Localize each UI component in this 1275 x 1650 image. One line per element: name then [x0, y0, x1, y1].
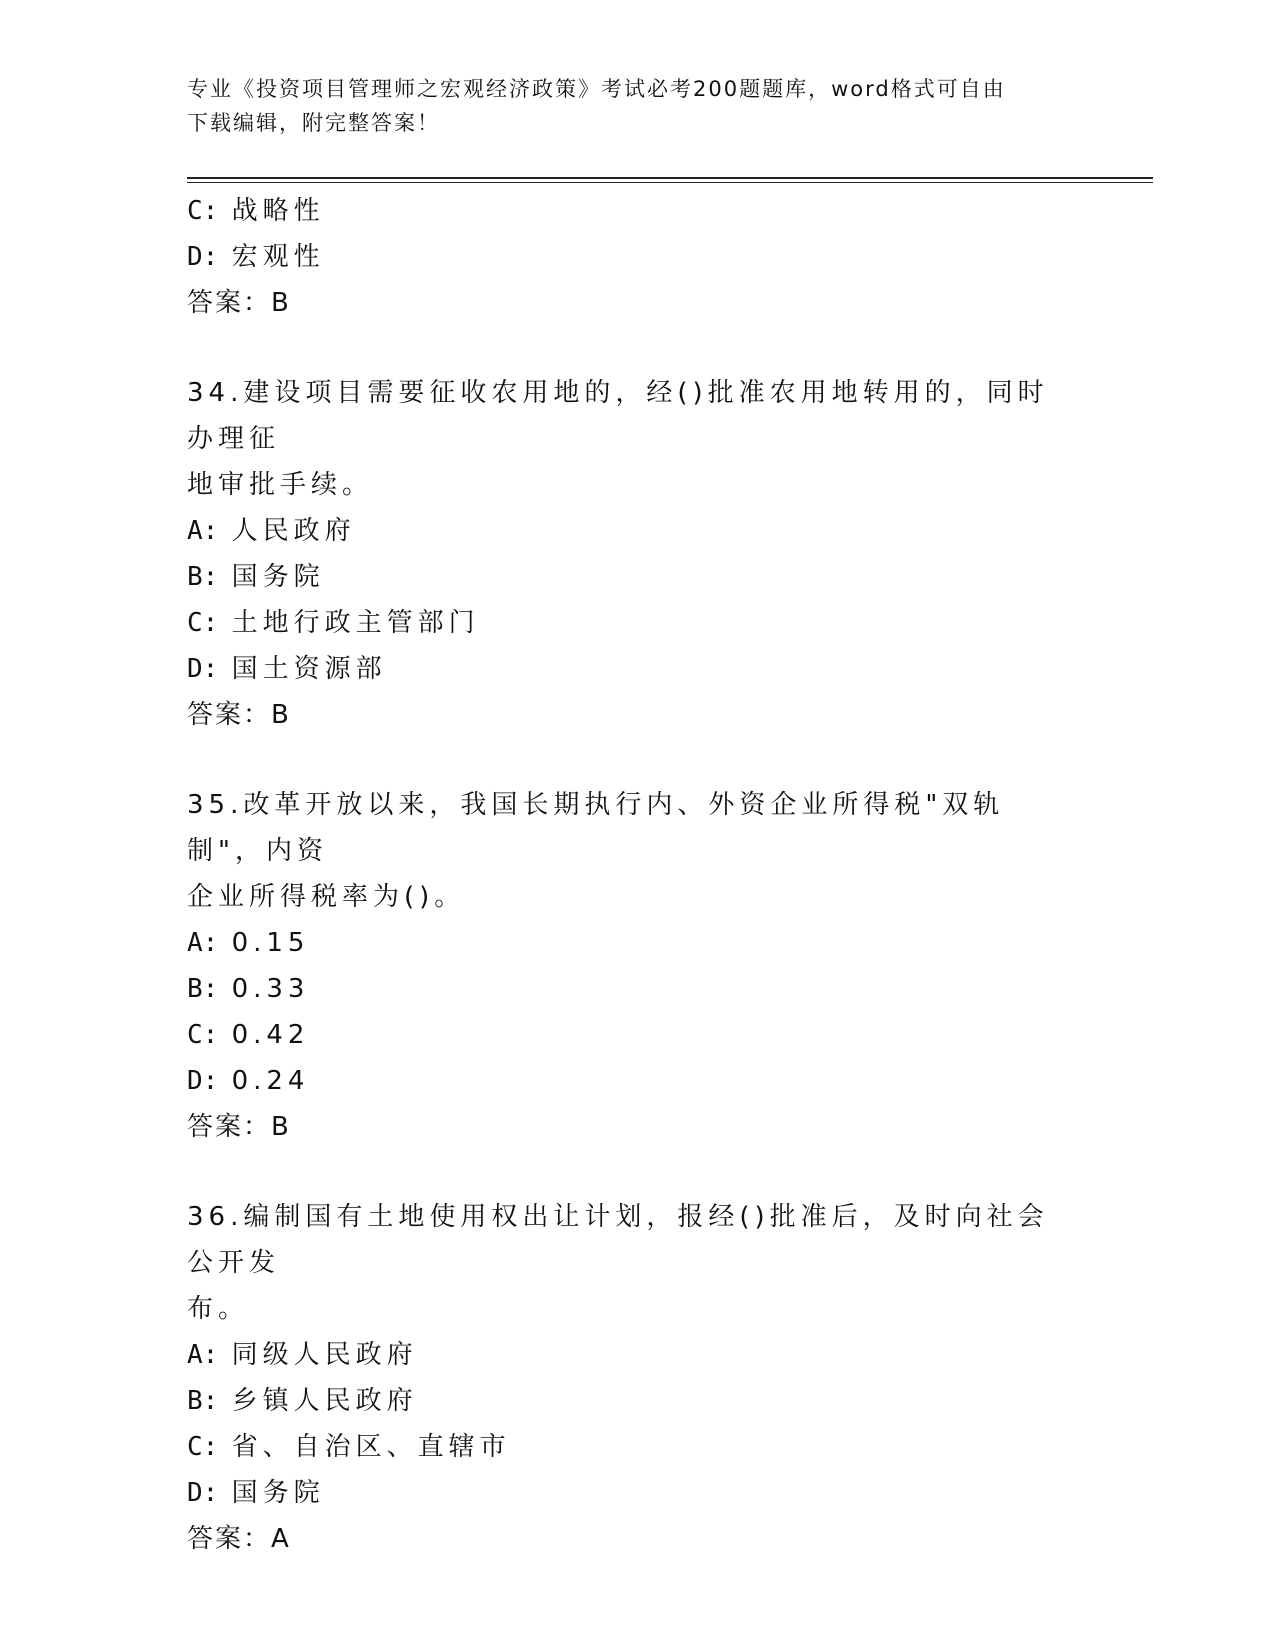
question-36 [187, 1194, 1087, 1562]
option-letter: A: [187, 928, 219, 958]
option-letter: C: [187, 1432, 219, 1462]
header-divider-thick [187, 177, 1153, 179]
option-b [187, 554, 1087, 600]
question-stem-line-1: 36.编制国有土地使用权出让计划，报经()批准后，及时向社会公开发 [187, 1202, 1049, 1278]
question-list [187, 188, 1087, 1562]
option-text: 土地行政主管部门 [231, 608, 480, 638]
option-letter: C: [187, 196, 219, 226]
answer-line: 答案：A [187, 1524, 291, 1554]
option-text: 0.42 [231, 1020, 310, 1050]
option-letter: D: [187, 1066, 219, 1096]
question-stem-line-1: 34.建设项目需要征收农用地的，经()批准农用地转用的，同时办理征 [187, 378, 1049, 454]
option-letter: B: [187, 974, 219, 1004]
option-text: 乡镇人民政府 [231, 1386, 418, 1416]
question-stem-line-1: 35.改革开放以来，我国长期执行内、外资企业所得税"双轨制"，内资 [187, 790, 1005, 866]
option-c [187, 1424, 1087, 1470]
question-stem-line-2: 企业所得税率为()。 [187, 882, 466, 912]
question-stem-line-2: 地审批手续。 [187, 470, 374, 500]
option-letter: B: [187, 562, 219, 592]
option-a [187, 1332, 1087, 1378]
option-letter: D: [187, 1478, 219, 1508]
question-stem [187, 1194, 1067, 1332]
option-d [187, 646, 1087, 692]
option-text: 0.33 [231, 974, 310, 1004]
answer-line: 答案：B [187, 288, 291, 318]
option-text: 人民政府 [231, 516, 356, 546]
option-text: 国务院 [231, 1478, 325, 1508]
option-letter: B: [187, 1386, 219, 1416]
option-text: 省、自治区、直辖市 [231, 1432, 511, 1462]
option-text: 宏观性 [231, 242, 325, 272]
question-stem [187, 782, 1067, 920]
option-text: 战略性 [231, 196, 325, 226]
option-text: 0.24 [231, 1066, 310, 1096]
option-letter: A: [187, 516, 219, 546]
header-line-2: 下载编辑，附完整答案！ [187, 111, 440, 135]
header-divider-thin [187, 182, 1153, 183]
option-c [187, 600, 1087, 646]
option-letter: D: [187, 242, 219, 272]
option-d [187, 234, 1087, 280]
option-b [187, 1378, 1087, 1424]
header-line-1: 专业《投资项目管理师之宏观经济政策》考试必考200题题库，word格式可自由 [187, 77, 1006, 101]
option-letter: D: [187, 654, 219, 684]
option-letter: A: [187, 1340, 219, 1370]
option-letter: C: [187, 608, 219, 638]
option-b [187, 966, 1087, 1012]
option-text: 国务院 [231, 562, 325, 592]
answer-line: 答案：B [187, 1112, 291, 1142]
option-letter: C: [187, 1020, 219, 1050]
option-text: 同级人民政府 [231, 1340, 418, 1370]
question-stem [187, 370, 1067, 508]
option-a [187, 920, 1087, 966]
question-stem-line-2: 布。 [187, 1294, 250, 1324]
option-text: 国土资源部 [231, 654, 387, 684]
option-d [187, 1058, 1087, 1104]
option-d [187, 1470, 1087, 1516]
option-c [187, 1012, 1087, 1058]
option-c [187, 188, 1087, 234]
question-34 [187, 370, 1087, 738]
option-text: 0.15 [231, 928, 310, 958]
option-a [187, 508, 1087, 554]
question-partial [187, 188, 1087, 326]
question-35 [187, 782, 1087, 1150]
document-header [187, 72, 1087, 140]
answer-line: 答案：B [187, 700, 291, 730]
